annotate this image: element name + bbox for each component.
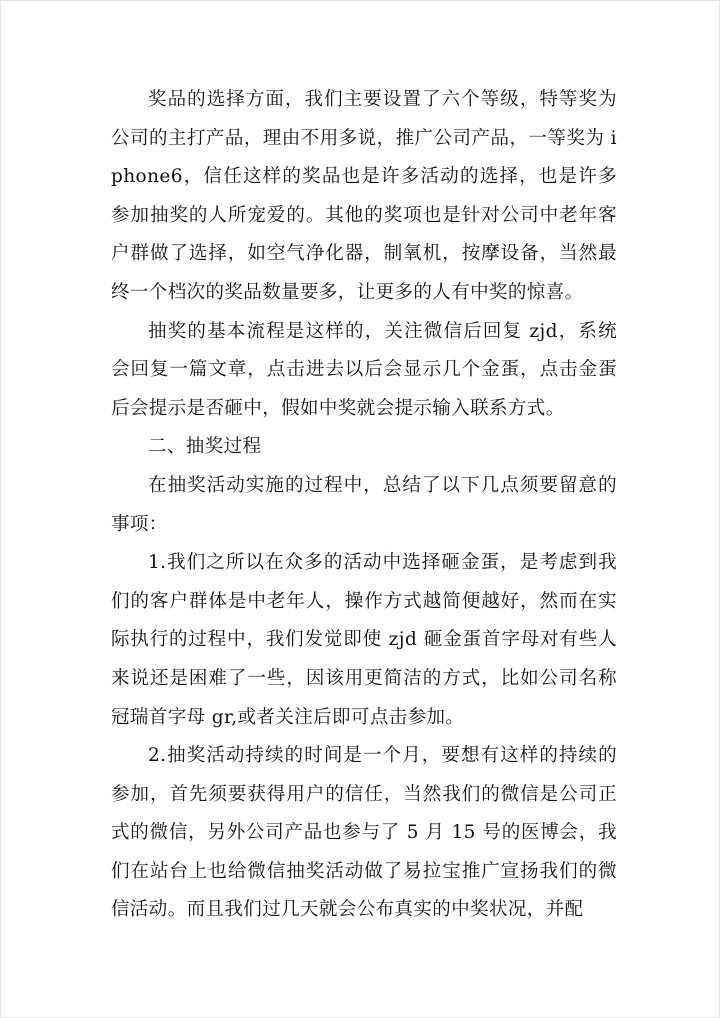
section-heading-lottery-process: 二、抽奖过程 (148, 436, 262, 458)
paragraph-summary-intro: 在抽奖活动实施的过程中，总结了以下几点须要留意的事项： (111, 474, 617, 535)
paragraph-prizes: 奖品的选择方面，我们主要设置了六个等级，特等奖为公司的主打产品，理由不用多说，推广公司产品，一等奖为 i phone6，信任这样的奖品也是许多活动的选择，也是许多参加抽奖的人所宠爱的。其他的奖项也是针对公司中老年客户群做了选择，如空气净化器，制氧机，按摩设备，当然最终一个档次的奖品数量要多，让更多的人有中奖的惊喜。 (111, 89, 617, 303)
document-body (111, 81, 617, 930)
paragraph-point-2: 2.抽奖活动持续的时间是一个月，要想有这样的持续的参加，首先须要获得用户的信任，当然我们的微信是公司正式的微信，另外公司产品也参与了 5 月 15 号的医博会，我们在站台上也给微信抽奖活动做了易拉宝推广宣扬我们的微信活动。而且我们过几天就会公布真实的中奖状况，并配 (111, 745, 617, 921)
paragraph-point-1: 1.我们之所以在众多的活动中选择砸金蛋，是考虑到我们的客户群体是中老年人，操作方式越简便越好，然而在实际执行的过程中，我们发觉即使 zjd 砸金蛋首字母对有些人来说还是困难了一些，因该用更简洁的方式，比如公司名称冠瑞首字母 gr,或者关注后即可点击参加。 (111, 552, 617, 728)
paragraph-lottery-flow: 抽奖的基本流程是这样的，关注微信后回复 zjd，系统会回复一篇文章，点击进去以后会显示几个金蛋，点击金蛋后会提示是否砸中，假如中奖就会提示输入联系方式。 (111, 320, 617, 419)
